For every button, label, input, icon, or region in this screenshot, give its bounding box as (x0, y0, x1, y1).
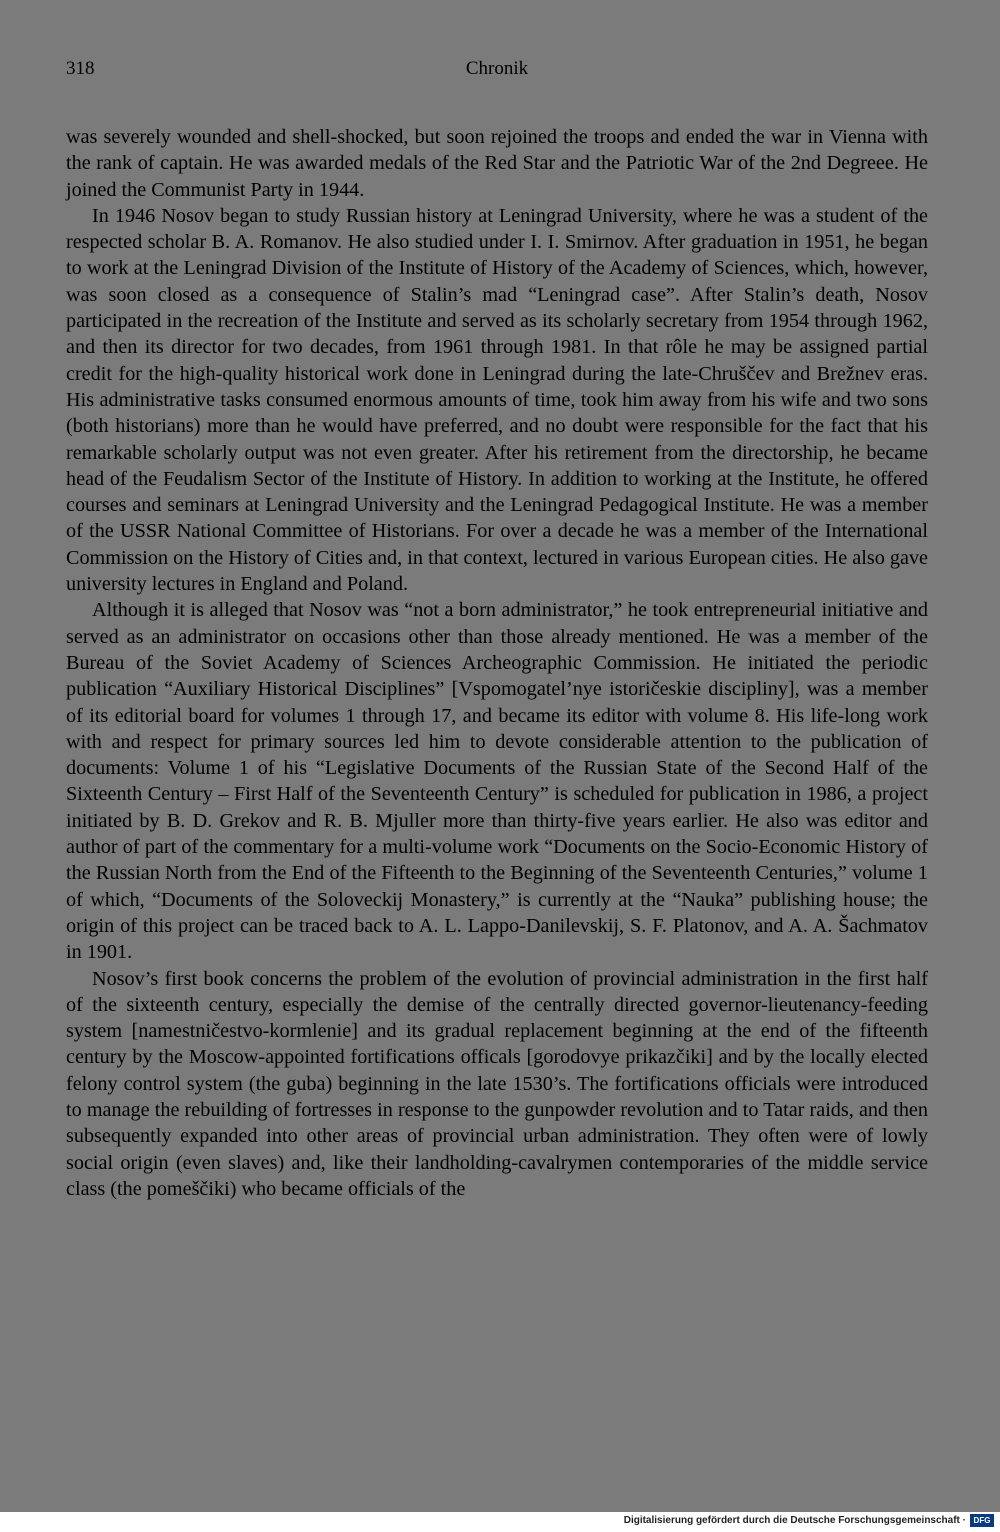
footer-bar (0, 1512, 1000, 1532)
funding-credit: Digitalisierung gefördert durch die Deutsche Forschungsgemeinschaft · (623, 1515, 966, 1526)
paragraph: Although it is alleged that Nosov was “not a born administrator,” he took entrepreneurial initiative and served as an administrator on occasions other than those already mentioned. He was a member of the Bureau of the Soviet Academy of Sciences Archeographic Commission. He initiated the periodic publication “Auxiliary Historical Disciplines” [Vspomogatel’nye istoričeskie discipliny], was a member of its editorial board for volumes 1 through 17, and became its editor with volume 8. His life-long work with and respect for primary sources led him to devote considerable attention to the publication of documents: Volume 1 of his “Legislative Documents of the Russian State of the Second Half of the Sixteenth Century – First Half of the Seventeenth Century” is scheduled for publication in 1986, a project initiated by B. D. Grekov and R. B. Mjuller more than thirty-five years earlier. He also was editor and author of part of the commentary for a multi-volume work “Documents on the Socio-Economic History of the Russian North from the End of the Fifteenth to the Beginning of the Seventeenth Centuries,” volume 1 of which, “Documents of the Soloveckij Monastery,” is currently at the “Nauka” publishing house; the origin of this project can be traced back to A. L. Lappo-Danilevskij, S. F. Platonov, and A. A. Šachmatov in 1901. (66, 599, 928, 964)
paragraph: was severely wounded and shell-shocked, but soon rejoined the troops and ended the war in Vienna with the rank of captain. He was awarded medals of the Red Star and the Patriotic War of the 2nd Degreee. He joined the Communist Party in 1944. (66, 126, 928, 201)
body-text (66, 124, 928, 1202)
paragraph: Nosov’s first book concerns the problem of the evolution of provincial administration in the first half of the sixteenth century, especially the demise of the centrally directed governor-lieutenancy-feeding system [namestničestvo-kormlenie] and its gradual replacement beginning at the end of the fifteenth century by the Moscow-appointed fortifications officals [gorodovye prikazčiki] and by the locally elected felony control system (the guba) beginning in the late 1530’s. The fortifications officials were introduced to manage the rebuilding of fortresses in response to the gunpowder revolution and to Tatar raids, and then subsequently expanded into other areas of provincial urban administration. They often were of lowly social origin (even slaves) and, like their landholding-cavalrymen contemporaries of the middle service class (the pomeščiki) who became officials of the (66, 967, 928, 1200)
running-title: Chronik (465, 58, 529, 79)
page-header (66, 58, 928, 86)
page-number: 318 (66, 58, 95, 79)
dfg-logo-icon: DFG (970, 1514, 994, 1527)
paragraph: In 1946 Nosov began to study Russian history at Leningrad University, where he was a student of the respected scholar B. A. Romanov. He also studied under I. I. Smirnov. After graduation in 1951, he began to work at the Leningrad Division of the Institute of History of the Academy of Sciences, which, however, was soon closed as a consequence of Stalin’s mad “Leningrad case”. After Stalin’s death, Nosov participated in the recreation of the Institute and served as its scholarly secretary from 1954 through 1962, and then its director for two decades, from 1961 through 1981. In that rôle he may be assigned partial credit for the high-quality historical work done in Leningrad during the late-Chruščev and Brežnev eras. His administrative tasks consumed enormous amounts of time, took him away from his wife and two sons (both historians) more than he would have preferred, and no doubt were responsible for the fact that his remarkable scholarly output was not even greater. After his retirement from the directorship, he became head of the Feudalism Sector of the Institute of History. In addition to working at the Institute, he offered courses and seminars at Leningrad University and the Leningrad Pedagogical Institute. He was a member of the USSR National Committee of Historians. For over a decade he was a member of the International Commission on the History of Cities and, in that context, lectured in various European cities. He also gave university lectures in England and Poland. (66, 204, 928, 596)
